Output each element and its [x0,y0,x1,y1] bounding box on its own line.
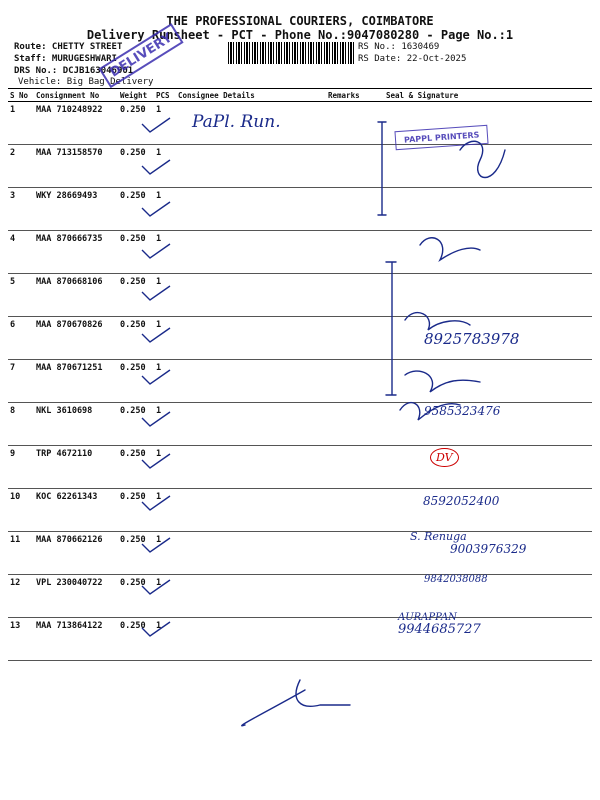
drs-label: DRS No.: DCJB163046901 [14,66,134,76]
row-sno: 13 [8,618,34,661]
check-mark [142,328,170,342]
row-pcs: 1 [154,102,176,145]
row-weight: 0.250 [118,489,154,532]
row-consignment: VPL 230040722 [34,575,118,618]
row-sno: 12 [8,575,34,618]
row-weight: 0.250 [118,274,154,317]
signature-5 [400,403,460,420]
row-consignment: MAA 870662126 [34,532,118,575]
check-mark [142,370,170,384]
col-pcs: PCS [154,89,176,102]
row-pcs: 1 [154,403,176,446]
signature-1 [460,141,505,177]
row-sno: 4 [8,231,34,274]
check-mark [142,580,170,594]
row-consignment: WKY 28669493 [34,188,118,231]
runsheet-subtitle: Delivery Runsheet - PCT - Phone No.:9047080280 - Page No.:1 [86,28,514,42]
handwritten-name-11: S. Renuga [410,530,467,543]
check-mark [142,496,170,510]
row-consignment: MAA 870668106 [34,274,118,317]
check-mark [142,538,170,552]
row-pcs: 1 [154,618,176,661]
row-weight: 0.250 [118,360,154,403]
dv-mark: DV [430,448,459,467]
row-consignment: MAA 710248922 [34,102,118,145]
row-pcs: 1 [154,446,176,489]
signature-4 [405,371,480,392]
row-pcs: 1 [154,231,176,274]
row-weight: 0.250 [118,317,154,360]
row-weight: 0.250 [118,403,154,446]
handwritten-phone-6: 9944685727 [398,622,481,637]
row-sno: 6 [8,317,34,360]
col-seal: Seal & Signature [384,89,592,102]
check-mark [142,160,170,174]
staff-label: Staff: MURUGESHWARI [14,54,117,64]
row-weight: 0.250 [118,102,154,145]
delivery-stamp: DELIVERY [98,23,184,88]
handwritten-phone-5: 9842038088 [424,574,488,585]
handwritten-name-1: PaPl. Run. [192,112,281,132]
row-sno: 5 [8,274,34,317]
check-mark [142,244,170,258]
row-sno: 9 [8,446,34,489]
row-pcs: 1 [154,532,176,575]
row-pcs: 1 [154,274,176,317]
handwritten-phone-3: 8592052400 [423,494,500,508]
col-weight: Weight [118,89,154,102]
bracket-1 [378,122,386,215]
signature-3 [405,313,470,330]
row-weight: 0.250 [118,188,154,231]
row-consignment: TRP 4672110 [34,446,118,489]
row-sno: 3 [8,188,34,231]
row-weight: 0.250 [118,618,154,661]
handwritten-name-13: AURAPPAN [398,612,457,623]
row-pcs: 1 [154,489,176,532]
col-consignee: Consignee Details [176,89,326,102]
row-pcs: 1 [154,575,176,618]
row-sno: 7 [8,360,34,403]
row-pcs: 1 [154,188,176,231]
row-consignment: KOC 62261343 [34,489,118,532]
check-mark [142,412,170,426]
check-mark [142,118,170,132]
row-weight: 0.250 [118,145,154,188]
row-pcs: 1 [154,360,176,403]
row-weight: 0.250 [118,575,154,618]
vehicle-label: Vehicle: Big Bag Delivery [18,77,154,87]
row-consignment: MAA 870671251 [34,360,118,403]
row-consignment: MAA 713864122 [34,618,118,661]
row-sno: 10 [8,489,34,532]
check-mark [142,286,170,300]
col-consignment: Consignment No [34,89,118,102]
row-consignment: MAA 713158570 [34,145,118,188]
company-title: THE PROFESSIONAL COURIERS, COIMBATORE [166,14,434,28]
signature-2 [420,238,480,260]
row-pcs: 1 [154,145,176,188]
row-sno: 1 [8,102,34,145]
col-sno: S No [8,89,34,102]
rs-no-label: RS No.: 1630469 [358,42,440,52]
row-sno: 11 [8,532,34,575]
row-pcs: 1 [154,317,176,360]
row-weight: 0.250 [118,532,154,575]
route-label: Route: CHETTY STREET [14,42,123,52]
seal-stamp: PAPPL PRINTERS [394,125,489,150]
row-weight: 0.250 [118,231,154,274]
handwritten-phone-2: 9585323476 [424,404,501,418]
handwritten-phone-4: 9003976329 [450,542,527,556]
row-consignment: MAA 870666735 [34,231,118,274]
check-mark [142,202,170,216]
row-consignment: MAA 870670826 [34,317,118,360]
row-weight: 0.250 [118,446,154,489]
row-sno: 2 [8,145,34,188]
bracket-2 [386,262,396,395]
check-mark [142,622,170,636]
row-sno: 8 [8,403,34,446]
rs-date-label: RS Date: 22-Oct-2025 [358,54,467,64]
handwritten-phone-1: 8925783978 [424,330,520,348]
col-remarks: Remarks [326,89,384,102]
bottom-signature [242,680,350,726]
row-consignment: NKL 3610698 [34,403,118,446]
check-mark [142,454,170,468]
